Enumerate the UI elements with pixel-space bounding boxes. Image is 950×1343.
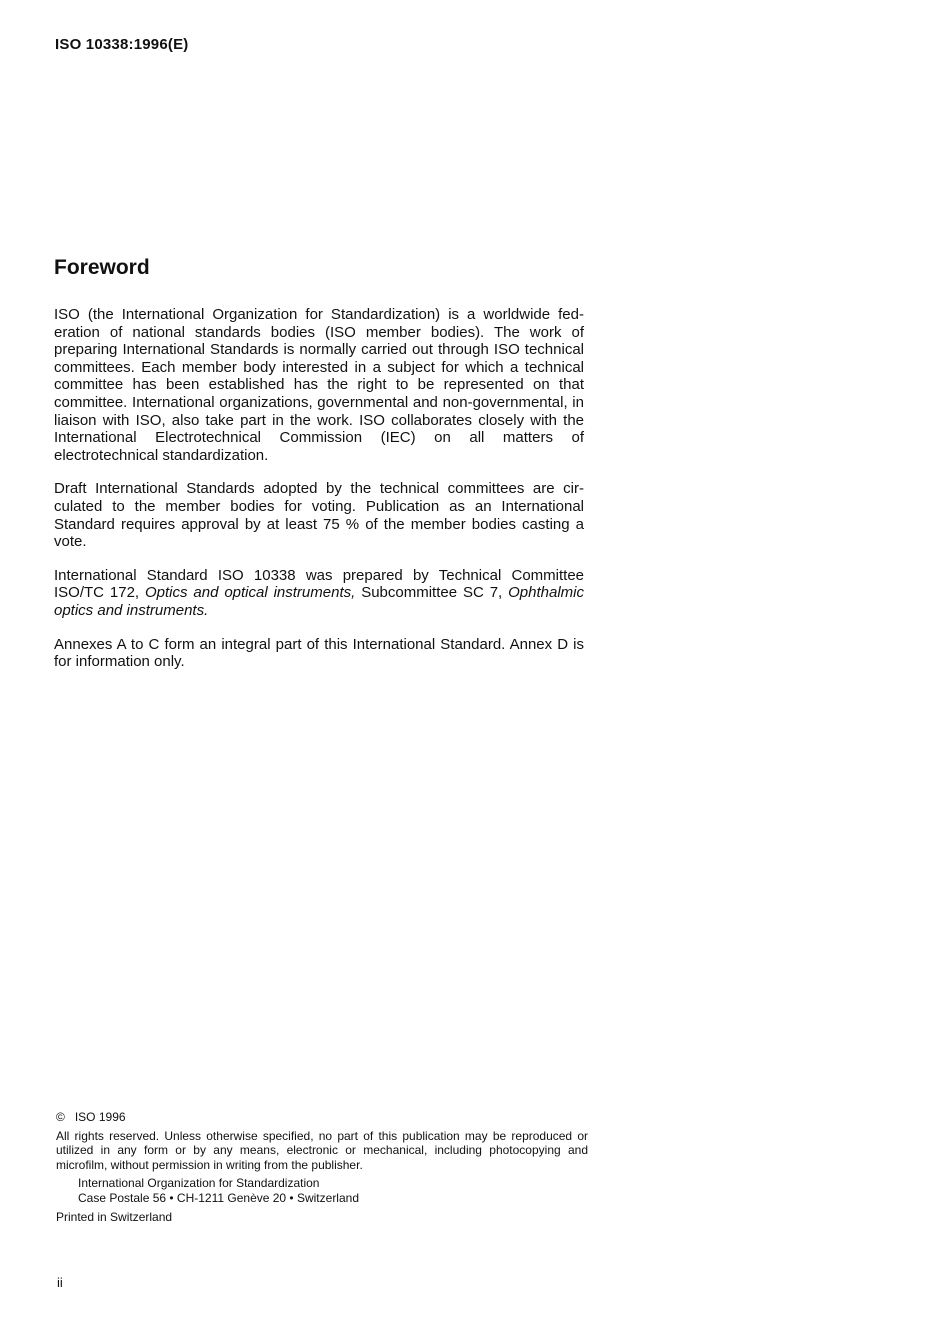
foreword-paragraph-annexes: Annexes A to C form an integral part of this International Standard. Annex D is for information only. xyxy=(54,635,584,671)
document-identifier: ISO 10338:1996(E) xyxy=(55,36,189,53)
subcommittee-title: Ophthalmic optics and instruments. xyxy=(54,584,584,619)
copyright-block xyxy=(56,1110,588,1224)
foreword-body xyxy=(54,306,584,687)
prepared-by-text: International Standard ISO 10338 was prepared by Technical Committee ISO/TC 172, xyxy=(54,566,584,602)
copyright-year: ISO 1996 xyxy=(74,1110,126,1124)
subcommittee-text: Subcommittee SC 7, xyxy=(355,584,509,602)
publisher-postal: Case Postale 56 • CH-1211 Genève 20 • Switzerland xyxy=(78,1190,359,1205)
foreword-paragraph-prepared-by xyxy=(54,567,584,620)
page-number: ii xyxy=(57,1275,63,1290)
publisher-name: International Organization for Standardization xyxy=(78,1176,320,1191)
foreword-paragraph-iso: ISO (the International Organization for Standardization) is a worldwide federation of national standards bodies (ISO member bodies). The work of preparing International Standards is normally carried out through ISO technical committees. Each member body interested in a subject for which a technical committee has been established has the right to be represented on that committee. International organizations, governmental and non-governmental, in liaison with ISO, also take part in the work. ISO collaborates closely with the International Electrotechnical Commission (IEC) on all matters of electrotechnical standardization. xyxy=(54,306,584,464)
foreword-heading: Foreword xyxy=(54,256,150,279)
copyright-symbol: © xyxy=(56,1110,65,1124)
foreword-paragraph-draft: Draft International Standards adopted by the technical committees are circulated to the member bodies for voting. Publication as an International Standard requires approval by at least 75 % of the member bodies casting a vote. xyxy=(54,480,584,551)
committee-title: Optics and optical instruments, xyxy=(145,584,356,602)
printed-in: Printed in Switzerland xyxy=(56,1209,173,1224)
copyright-line xyxy=(56,1110,588,1125)
rights-notice: All rights reserved. Unless otherwise specified, no part of this publication may be reproduced or utilized in any form or by any means, electronic or mechanical, including photocopying and microfilm, without permission in writing from the publisher. xyxy=(56,1128,588,1172)
publisher-address xyxy=(78,1176,588,1205)
